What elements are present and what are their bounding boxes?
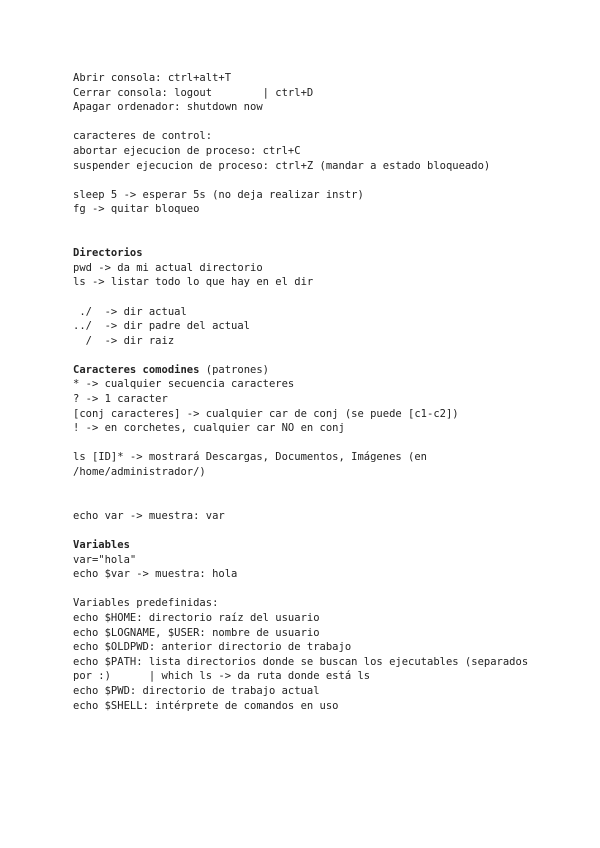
section-heading-comodines: Caracteres comodines [73, 363, 200, 376]
text-line: abortar ejecucion de proceso: ctrl+C [73, 144, 301, 157]
text-line: Cerrar consola: logout | ctrl+D [73, 86, 314, 99]
section-heading-line [73, 363, 533, 378]
blank-line [73, 173, 533, 188]
text-line: ! -> en corchetes, cualquier car NO en conj [73, 422, 345, 435]
text-line: echo $SHELL: intérprete de comandos en uso [73, 699, 339, 712]
blank-line [73, 436, 533, 451]
blank-line [73, 290, 533, 305]
text-line: / -> dir raiz [73, 334, 175, 347]
blank-line [73, 582, 533, 597]
text-line: ls [ID]* -> mostrará Descargas, Documentos, Imágenes (en [73, 451, 428, 464]
text-line: var="hola" [73, 553, 137, 566]
blank-line [73, 115, 533, 130]
text-line: ./ -> dir actual [73, 305, 187, 318]
text-line: suspender ejecucion de proceso: ctrl+Z (mandar a estado bloqueado) [73, 159, 491, 172]
text-line: * -> cualquier secuencia caracteres [73, 378, 295, 391]
text-line: ../ -> dir padre del actual [73, 320, 251, 333]
blank-line [73, 348, 533, 363]
text-line: Variables predefinidas: [73, 597, 219, 610]
text-line: [conj caracteres] -> cualquier car de conj (se puede [c1-c2]) [73, 407, 459, 420]
text-line: echo $OLDPWD: anterior directorio de trabajo [73, 641, 352, 654]
blank-line [73, 480, 533, 495]
document-page [73, 71, 533, 713]
text-line: echo $PWD: directorio de trabajo actual [73, 684, 320, 697]
text-line: echo $var -> muestra: hola [73, 568, 238, 581]
text-line: ? -> 1 caracter [73, 393, 168, 406]
heading-suffix: (patrones) [199, 363, 269, 376]
section-heading-directorios: Directorios [73, 247, 143, 260]
text-line: echo $HOME: directorio raíz del usuario [73, 611, 320, 624]
text-line: fg -> quitar bloqueo [73, 203, 200, 216]
text-line: echo $PATH: lista directorios donde se buscan los ejecutables (separados [73, 655, 529, 668]
text-line: por :) | which ls -> da ruta donde está ls [73, 670, 371, 683]
text-line: Apagar ordenador: shutdown now [73, 101, 263, 114]
text-line: sleep 5 -> esperar 5s (no deja realizar instr) [73, 188, 364, 201]
text-line: caracteres de control: [73, 130, 213, 143]
blank-line [73, 494, 533, 509]
blank-line [73, 523, 533, 538]
text-line: ls -> listar todo lo que hay en el dir [73, 276, 314, 289]
text-line: /home/administrador/) [73, 466, 206, 479]
text-line: echo var -> muestra: var [73, 509, 225, 522]
text-line: Abrir consola: ctrl+alt+T [73, 72, 232, 84]
blank-line [73, 232, 533, 247]
blank-line [73, 217, 533, 232]
text-line: pwd -> da mi actual directorio [73, 261, 263, 274]
text-line: echo $LOGNAME, $USER: nombre de usuario [73, 626, 320, 639]
section-heading-variables: Variables [73, 539, 130, 551]
